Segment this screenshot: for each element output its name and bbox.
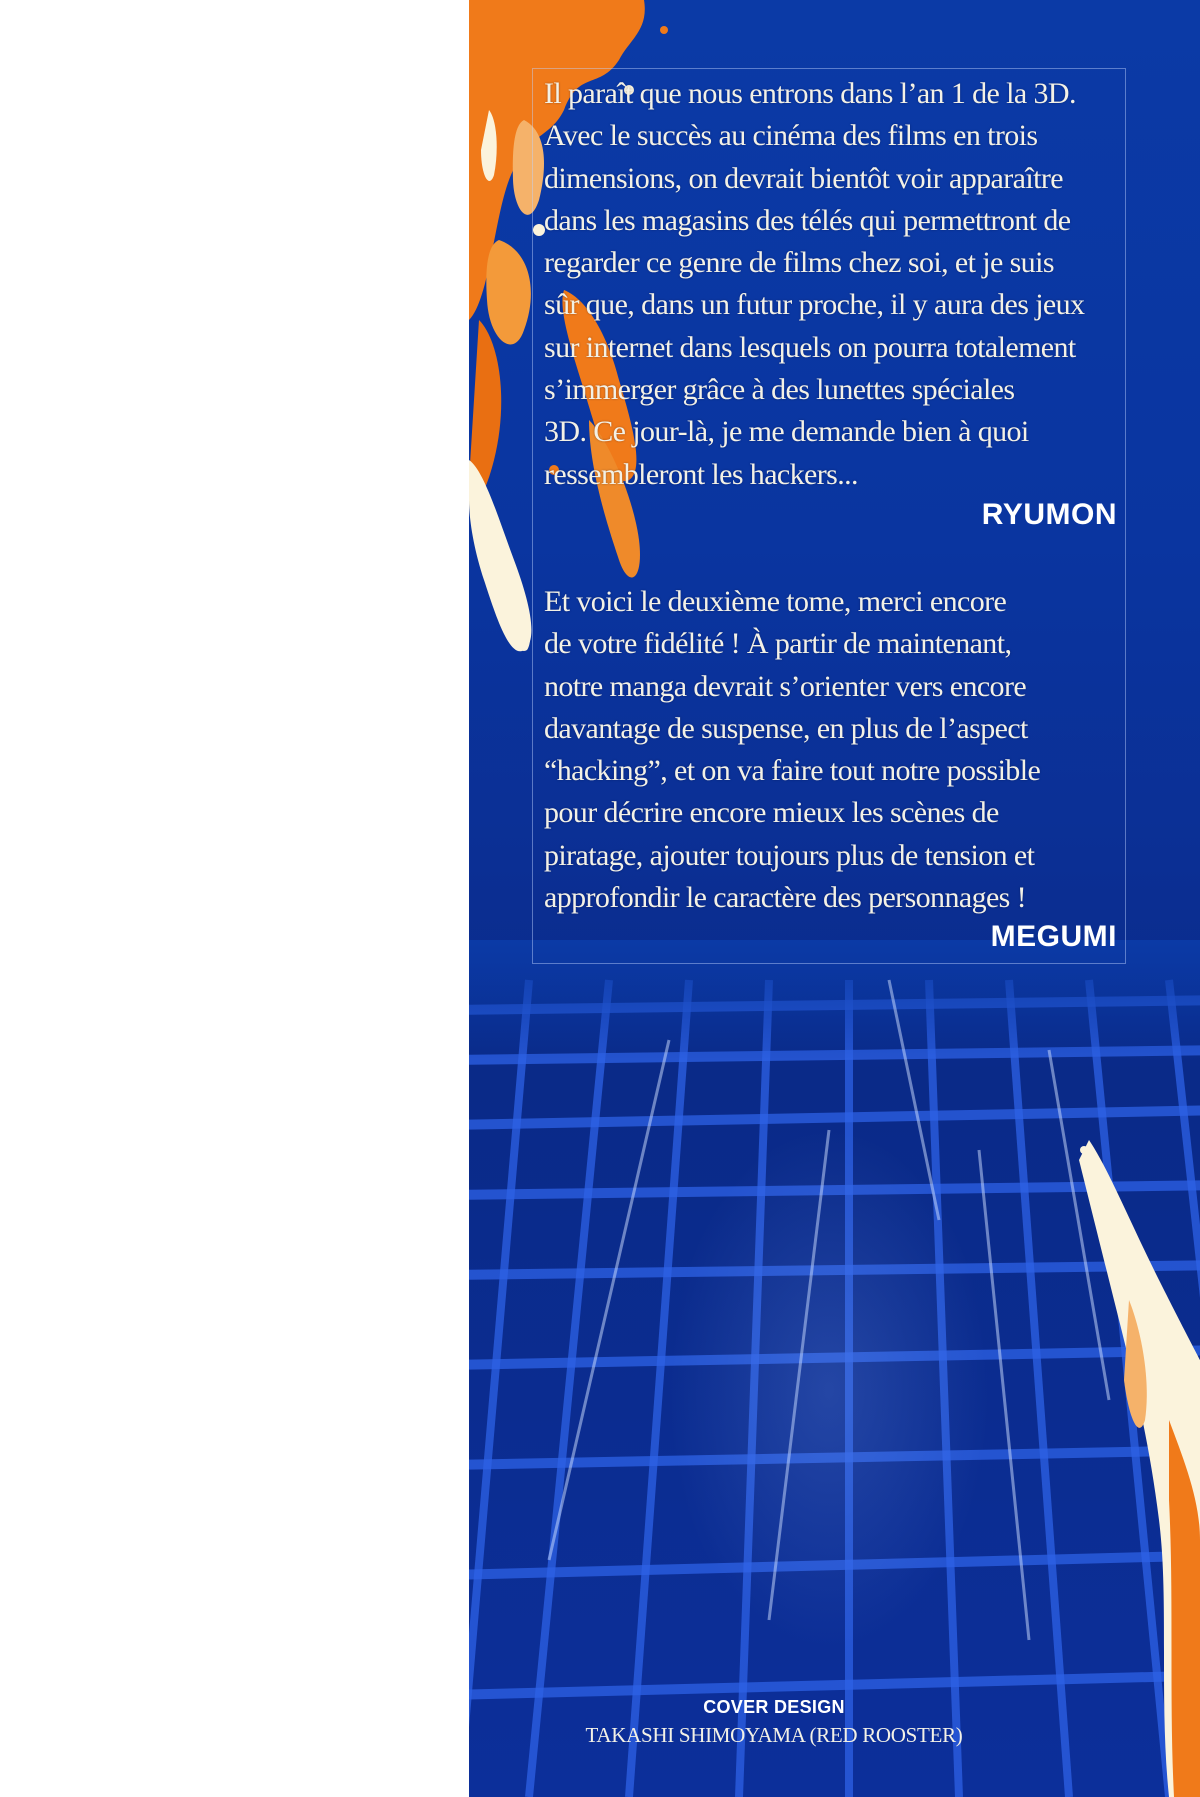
signature-megumi: MEGUMI xyxy=(990,920,1117,953)
signature-ryumon: RYUMON xyxy=(981,498,1117,531)
author-note-ryumon: Il paraît que nous entrons dans l’an 1 de la 3D. Avec le succès au cinéma des films en trois dimensions, on devrait bientôt voir apparaître dans les magasins des télés qui permettront de regarder ce genre de films chez soi, et je suis sûr que, dans un futur proche, il y aura des jeux sur internet dans lesquels on pourra totalement s’immerger grâce à des lunettes spéciales 3D. Ce jour-là, je me demande bien à quoi ressembleront les hackers... xyxy=(544,77,1085,491)
credits-label: COVER DESIGN xyxy=(703,1697,845,1717)
author-note-megumi: Et voici le deuxième tome, merci encore de votre fidélité ! À partir de maintenant, notre manga devrait s’orienter vers encore davantage de suspense, en plus de l’aspect “hacking”, et on va faire tout notre possible pour décrire encore mieux les scènes de piratage, ajouter toujours plus de tension et approfondir le caractère des personnages ! xyxy=(544,585,1041,915)
credits-name: TAKASHI SHIMOYAMA (RED ROOSTER) xyxy=(585,1723,963,1747)
cover-credits xyxy=(469,1697,1200,1748)
cover-flap xyxy=(469,0,1200,1797)
